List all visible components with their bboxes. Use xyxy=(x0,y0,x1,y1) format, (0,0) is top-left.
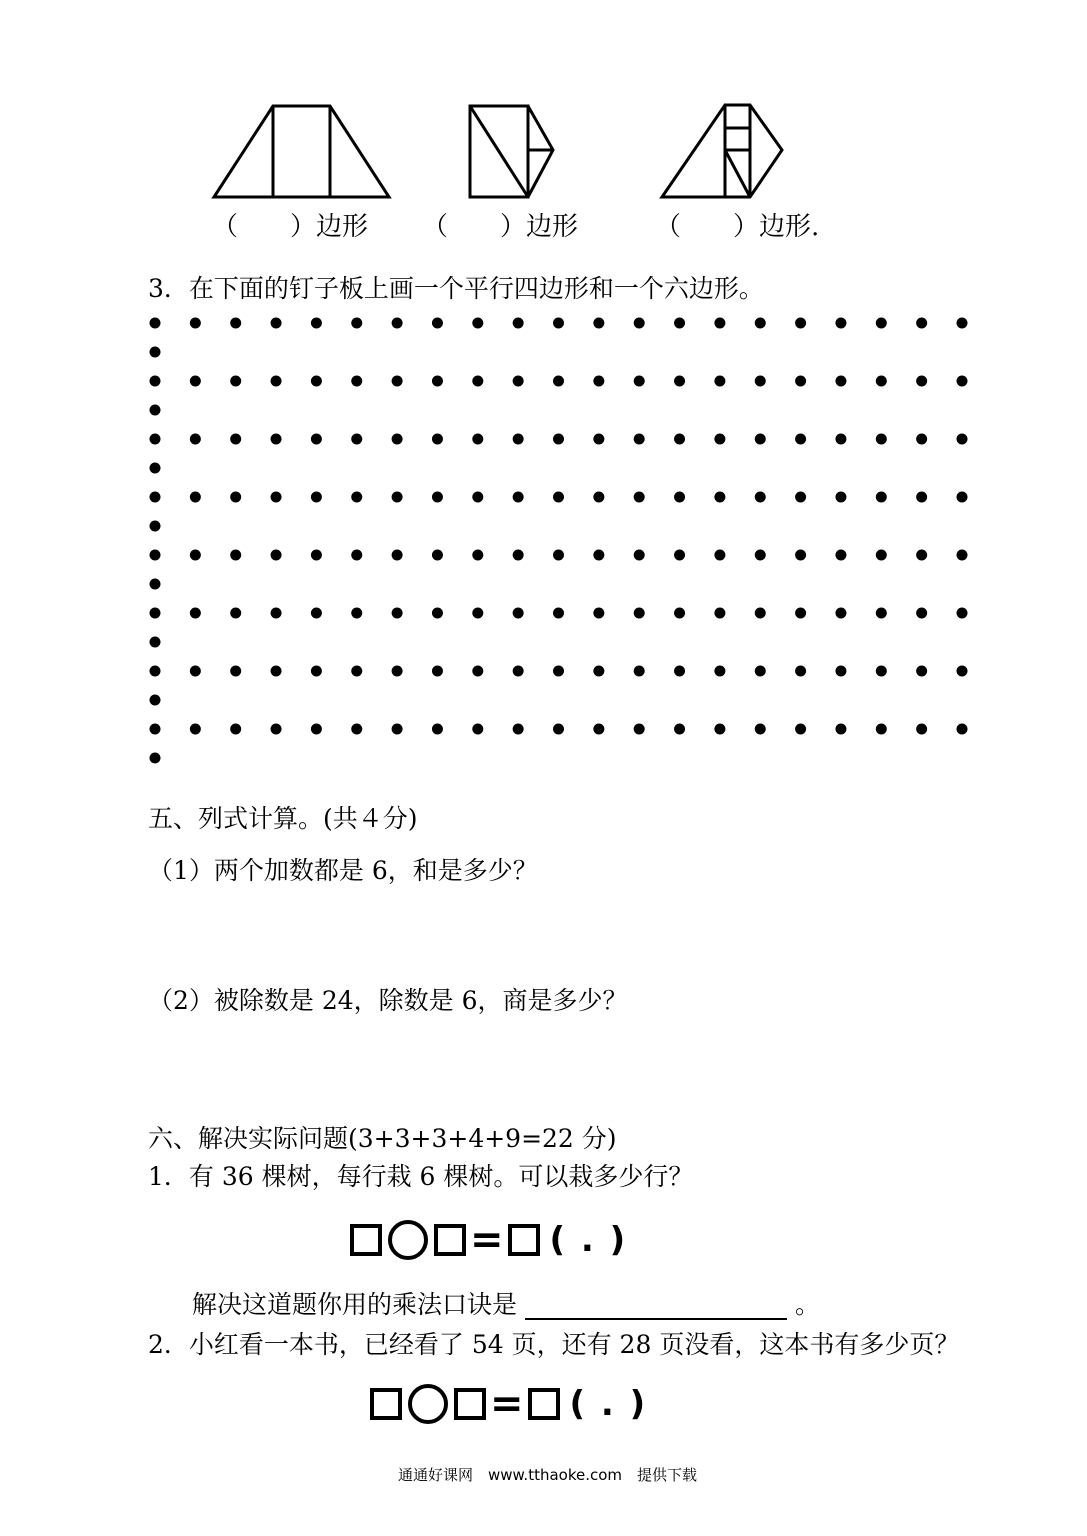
peg-dot xyxy=(351,666,362,677)
peg-dot xyxy=(916,550,927,561)
peg-dot xyxy=(351,608,362,619)
peg-dot xyxy=(957,666,968,677)
peg-dot xyxy=(714,608,725,619)
section-5-item-1: （1）两个加数都是 6，和是多少？ xyxy=(148,856,538,885)
composite-figure xyxy=(662,105,782,197)
section-6-title: 六、解决实际问题(3+3+3+4+9=22 分) xyxy=(148,1124,617,1153)
peg-dot xyxy=(957,434,968,445)
peg-dot xyxy=(190,724,201,735)
peg-dot xyxy=(190,492,201,503)
question-3-text: 3．在下面的钉子板上画一个平行四边形和一个六边形。 xyxy=(148,274,764,303)
shape-label-2: （ ）边形 xyxy=(422,212,579,242)
peg-dot xyxy=(714,550,725,561)
q1-equation xyxy=(350,1217,628,1263)
peg-dot xyxy=(150,492,161,503)
peg-dot xyxy=(957,318,968,329)
peg-dot xyxy=(230,376,241,387)
peg-dot xyxy=(271,608,282,619)
peg-dot xyxy=(795,550,806,561)
peg-dot xyxy=(311,492,322,503)
peg-dot xyxy=(553,434,564,445)
peg-dot xyxy=(351,318,362,329)
peg-dot xyxy=(150,550,161,561)
peg-dot xyxy=(311,376,322,387)
peg-dot xyxy=(311,724,322,735)
peg-dot xyxy=(835,492,846,503)
peg-dot xyxy=(150,376,161,387)
peg-dot xyxy=(795,666,806,677)
peg-dot xyxy=(634,318,645,329)
shape-label-1: （ ）边形 xyxy=(212,212,369,242)
peg-dot xyxy=(755,550,766,561)
peg-dot xyxy=(714,666,725,677)
peg-dot xyxy=(351,492,362,503)
peg-dot xyxy=(835,550,846,561)
section-5-item-2: （2）被除数是 24，除数是 6，商是多少？ xyxy=(148,986,628,1015)
peg-dot xyxy=(230,608,241,619)
peg-dot xyxy=(876,550,887,561)
peg-dot xyxy=(432,318,443,329)
peg-dot xyxy=(392,434,403,445)
peg-dot xyxy=(876,318,887,329)
peg-dot xyxy=(190,550,201,561)
peg-dot xyxy=(593,376,604,387)
peg-dot xyxy=(311,666,322,677)
peg-dot xyxy=(150,608,161,619)
peg-dot xyxy=(472,666,483,677)
peg-dot xyxy=(230,724,241,735)
peg-dot xyxy=(876,434,887,445)
peg-dot xyxy=(634,550,645,561)
peg-dot xyxy=(513,434,524,445)
peg-dot xyxy=(392,550,403,561)
peg-dot xyxy=(674,492,685,503)
peg-dot xyxy=(271,492,282,503)
peg-dot xyxy=(190,666,201,677)
peg-dot xyxy=(795,492,806,503)
peg-dot xyxy=(150,724,161,735)
peg-dot xyxy=(795,724,806,735)
peg-dot xyxy=(674,434,685,445)
answer-box[interactable] xyxy=(508,1224,540,1256)
peg-dot xyxy=(230,434,241,445)
peg-dot xyxy=(714,434,725,445)
peg-dot xyxy=(553,376,564,387)
answer-box[interactable] xyxy=(434,1224,466,1256)
peg-dot xyxy=(957,550,968,561)
peg-dot xyxy=(150,579,161,590)
peg-dot xyxy=(755,492,766,503)
peg-dot xyxy=(634,434,645,445)
peg-dot xyxy=(392,666,403,677)
peg-dot xyxy=(674,550,685,561)
peg-dot xyxy=(714,492,725,503)
peg-dot xyxy=(755,376,766,387)
peg-dot xyxy=(432,550,443,561)
peg-dot xyxy=(190,608,201,619)
peg-dot xyxy=(957,376,968,387)
peg-dot xyxy=(311,318,322,329)
peg-dot xyxy=(553,318,564,329)
peg-dot xyxy=(230,666,241,677)
peg-dot xyxy=(916,376,927,387)
peg-dot xyxy=(876,608,887,619)
peg-dot xyxy=(472,376,483,387)
footer-text: 通通好课网 www.tthaoke.com 提供下载 xyxy=(398,1466,698,1484)
peg-dot xyxy=(392,492,403,503)
peg-dot xyxy=(835,666,846,677)
peg-dot xyxy=(392,376,403,387)
peg-dot xyxy=(150,347,161,358)
peg-dot xyxy=(916,318,927,329)
answer-box[interactable] xyxy=(454,1388,486,1420)
peg-dot xyxy=(271,434,282,445)
peg-dot xyxy=(755,608,766,619)
answer-box[interactable] xyxy=(370,1388,402,1420)
peg-dot xyxy=(150,434,161,445)
peg-dot xyxy=(795,608,806,619)
peg-dot xyxy=(190,376,201,387)
peg-dot xyxy=(432,724,443,735)
peg-dot xyxy=(714,724,725,735)
peg-dot xyxy=(553,550,564,561)
formula-blank[interactable] xyxy=(525,1294,787,1320)
peg-dot xyxy=(230,550,241,561)
peg-dot xyxy=(593,434,604,445)
peg-dot xyxy=(634,376,645,387)
peg-dot xyxy=(190,434,201,445)
peg-dot xyxy=(634,666,645,677)
peg-dot xyxy=(150,666,161,677)
peg-dot xyxy=(755,666,766,677)
peg-dot xyxy=(957,608,968,619)
unit-paren[interactable]: ( . ) xyxy=(569,1384,648,1424)
peg-dot xyxy=(593,550,604,561)
peg-dot xyxy=(593,666,604,677)
peg-dot xyxy=(835,434,846,445)
peg-dot xyxy=(513,608,524,619)
shape-label-3: （ ）边形. xyxy=(655,212,820,242)
peg-dot xyxy=(351,434,362,445)
peg-dot xyxy=(150,695,161,706)
peg-dot xyxy=(271,318,282,329)
peg-dot xyxy=(271,666,282,677)
equals-sign: = xyxy=(490,1381,524,1427)
peg-dot xyxy=(755,724,766,735)
peg-dot xyxy=(674,724,685,735)
peg-dot xyxy=(472,550,483,561)
peg-dot xyxy=(916,492,927,503)
peg-dot xyxy=(513,318,524,329)
peg-dot xyxy=(351,376,362,387)
section-6-q1-text: 1．有 36 棵树，每行栽 6 棵树。可以栽多少行？ xyxy=(148,1162,694,1191)
peg-dot xyxy=(593,608,604,619)
peg-dot xyxy=(150,318,161,329)
peg-dot xyxy=(835,724,846,735)
peg-dot xyxy=(432,492,443,503)
peg-dot xyxy=(795,318,806,329)
peg-dot xyxy=(311,434,322,445)
peg-dot xyxy=(513,550,524,561)
peg-dot xyxy=(714,318,725,329)
peg-dot xyxy=(150,405,161,416)
section-6-q2-text: 2．小红看一本书，已经看了 54 页，还有 28 页没看，这本书有多少页？ xyxy=(148,1330,960,1359)
peg-dot xyxy=(593,724,604,735)
peg-dot xyxy=(957,724,968,735)
answer-box[interactable] xyxy=(350,1224,382,1256)
trapezoid-figure xyxy=(214,106,389,197)
peg-dot xyxy=(472,608,483,619)
peg-dot xyxy=(876,666,887,677)
peg-dot xyxy=(190,318,201,329)
peg-dot xyxy=(553,492,564,503)
polygon-figures xyxy=(0,0,1087,200)
peg-dot xyxy=(392,608,403,619)
peg-dot xyxy=(755,434,766,445)
peg-dot xyxy=(634,608,645,619)
peg-dot xyxy=(553,724,564,735)
peg-dot xyxy=(150,753,161,764)
operator-circle[interactable] xyxy=(388,1220,428,1260)
unit-paren[interactable]: ( . ) xyxy=(549,1220,628,1260)
peg-dot xyxy=(916,666,927,677)
equals-sign: = xyxy=(470,1217,504,1263)
peg-dot xyxy=(593,318,604,329)
peg-dot xyxy=(916,434,927,445)
peg-dot xyxy=(432,608,443,619)
peg-dot xyxy=(795,434,806,445)
peg-dot xyxy=(472,492,483,503)
peg-dot xyxy=(553,666,564,677)
peg-dot xyxy=(634,492,645,503)
peg-dot xyxy=(674,608,685,619)
peg-dot xyxy=(230,492,241,503)
peg-dot xyxy=(835,376,846,387)
formula-prompt: 解决这道题你用的乘法口诀是 xyxy=(192,1290,518,1319)
peg-dot xyxy=(674,318,685,329)
peg-dot xyxy=(674,376,685,387)
peg-dot xyxy=(795,376,806,387)
peg-dot xyxy=(876,492,887,503)
formula-end: 。 xyxy=(795,1290,821,1319)
peg-dot xyxy=(674,666,685,677)
operator-circle[interactable] xyxy=(408,1384,448,1424)
peg-dot xyxy=(351,550,362,561)
peg-dot xyxy=(311,550,322,561)
peg-dot xyxy=(916,724,927,735)
peg-dot xyxy=(876,376,887,387)
peg-dot xyxy=(513,376,524,387)
peg-dot xyxy=(150,463,161,474)
peg-dot xyxy=(392,318,403,329)
peg-dot xyxy=(271,550,282,561)
peg-dot xyxy=(432,376,443,387)
peg-dot xyxy=(472,434,483,445)
peg-dot xyxy=(553,608,564,619)
peg-dot xyxy=(472,724,483,735)
peg-dot xyxy=(432,666,443,677)
peg-dot xyxy=(392,724,403,735)
peg-dot xyxy=(351,724,362,735)
peg-dot xyxy=(513,724,524,735)
q1-formula-line xyxy=(192,1290,820,1320)
peg-dot xyxy=(876,724,887,735)
answer-box[interactable] xyxy=(528,1388,560,1420)
peg-dot xyxy=(916,608,927,619)
peg-dot xyxy=(150,637,161,648)
peg-dot xyxy=(472,318,483,329)
section-5-title: 五、列式计算。(共４分) xyxy=(148,804,418,833)
peg-dot xyxy=(714,376,725,387)
peg-dot xyxy=(835,318,846,329)
peg-dot xyxy=(271,376,282,387)
pegboard[interactable] xyxy=(140,305,980,775)
peg-dot xyxy=(957,492,968,503)
rectangle-triangle-figure xyxy=(470,106,553,197)
peg-dot xyxy=(271,724,282,735)
peg-dot xyxy=(432,434,443,445)
peg-dot xyxy=(835,608,846,619)
peg-dot xyxy=(311,608,322,619)
peg-dot xyxy=(755,318,766,329)
peg-dot xyxy=(150,521,161,532)
peg-dot xyxy=(230,318,241,329)
peg-dot xyxy=(513,666,524,677)
peg-dot xyxy=(634,724,645,735)
q2-equation xyxy=(370,1381,648,1427)
peg-dot xyxy=(593,492,604,503)
peg-dot xyxy=(513,492,524,503)
